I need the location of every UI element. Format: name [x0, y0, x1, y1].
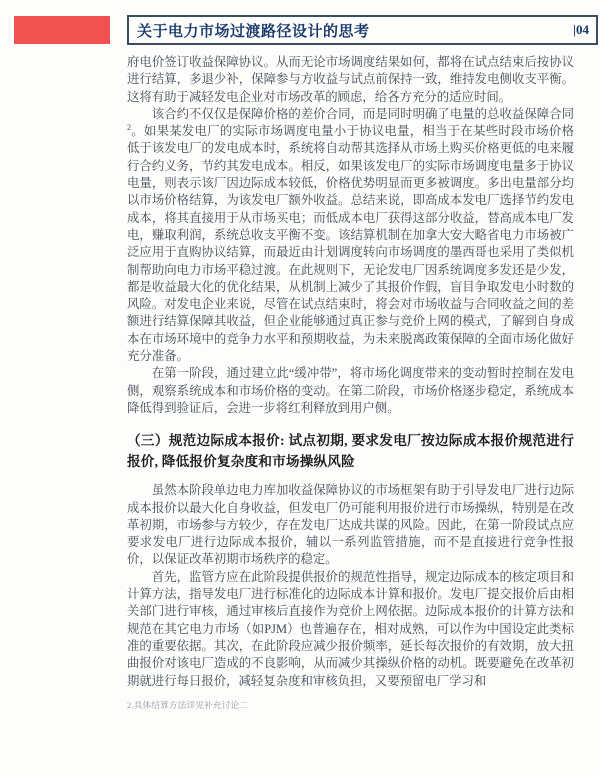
footnote-reference: 2: [127, 123, 131, 133]
page-title: 关于电力市场过渡路径设计的思考: [137, 23, 370, 40]
paragraph-contract-text-before: 该合约不仅仅是保障价格的差价合同，而是同时明确了电量的总收益保障合同: [151, 106, 574, 121]
paragraph-regulation: 首先，监管方应在此阶段提供报价的规范性指导，规定边际成本的核定项目和计算方法，指导发电厂进行标准化的边际成本计算和报价。发电厂提交报价后由相关部门进行审核，通过审核后直接作为竞价上网依据。边际成本报价的计算方法和规范在其它电力市场（如PJM）也普遍存在，相对成熟，可以作为中国设定此类标准的重要依据。其次，在此阶段应减少报价频率，延长每次报价的有效期，放大扭曲报价对该电厂造成的不良影响，从而减少其操纵价格的动机。既要避免在改革初期就进行每日报价，减轻复杂度和审核负担，又要预留电厂学习和: [127, 569, 574, 688]
paragraph-contract: [127, 106, 574, 365]
text-column: [127, 54, 574, 711]
page-number: |04: [573, 22, 589, 37]
brand-red-block: [14, 16, 110, 44]
section-heading: （三）规范边际成本报价: 试点初期, 要求发电厂按边际成本报价规范进行报价, 降低报价复杂度和市场操纵风险: [127, 433, 574, 470]
paragraph-manipulation: 虽然本阶段单边电力库加收益保障协议的市场框架有助于引导发电厂进行边际成本报价以最大化自身收益，但发电厂仍可能利用报价进行市场操纵，特别是在改革初期，市场参与方较少，存在发电厂达成共谋的风险。因此，在第一阶段试点应要求发电厂进行边际成本报价，辅以一系列监管措施，而不是直接进行竞争性报价，以保证改革初期市场秩序的稳定。: [127, 483, 574, 567]
paragraph-continuation: 府电价签订收益保障协议。从而无论市场调度结果如何，都将在试点结束后按协议进行结算，多退少补，保障参与方收益与试点前保持一致，维持发电侧收支平衡。这将有助于减轻发电企业对市场改革的顾虑，给各方充分的适应时间。: [127, 55, 574, 104]
footnote: 2.具体结算方法详见补充讨论二: [127, 699, 248, 710]
paragraph-contract-text-after: 。如果某发电厂的实际市场调度电量小于协议电量，相当于在某些时段市场价格低于该发电厂的发电成本时，系统将自动帮其选择从市场上购买价格更低的电来履行合约义务，节约其发电成本。相反，如果该发电厂的实际市场调度电量多于协议电量，则表示该厂因边际成本较低，价格优势明显而更多被调度。多出电量部分均以市场价格结算，为该发电厂额外收益。总结来说，即高成本发电厂选择节约发电成本，将其直接用于从市场买电；而低成本电厂获得这部分收益，替高成本电厂发电，赚取利润，系统总收支平衡不变。该结算机制在加拿大安大略省电力市场被广泛应用于直购协议结算，而最近由计划调度转向市场调度的墨西哥也采用了类似机制帮助向电力市场平稳过渡。在此规则下，无论发电厂因系统调度多发还是少发，都是收益最大化的优化结果，从机制上减少了其报价作假，盲目争取发电小时数的风险。对发电企业来说，尽管在试点结束时，将会对市场收益与合同收益之间的差额进行结算保障其收益，但企业能够通过真正参与竞价上网的模式，了解到自身成本在市场环境中的竞争力水平和预期收益，为未来脱离政策保障的全面市场化做好充分准备。: [127, 124, 574, 364]
paragraph-stages: 在第一阶段，通过建立此“缓冲带”，将市场化调度带来的变动暂时控制在发电侧，观察系统成本和市场价格的变动。在第二阶段，市场价格逐步稳定，系统成本降低得到验证后，会进一步将红利释放到用户侧。: [127, 366, 574, 415]
title-box: [127, 15, 598, 45]
